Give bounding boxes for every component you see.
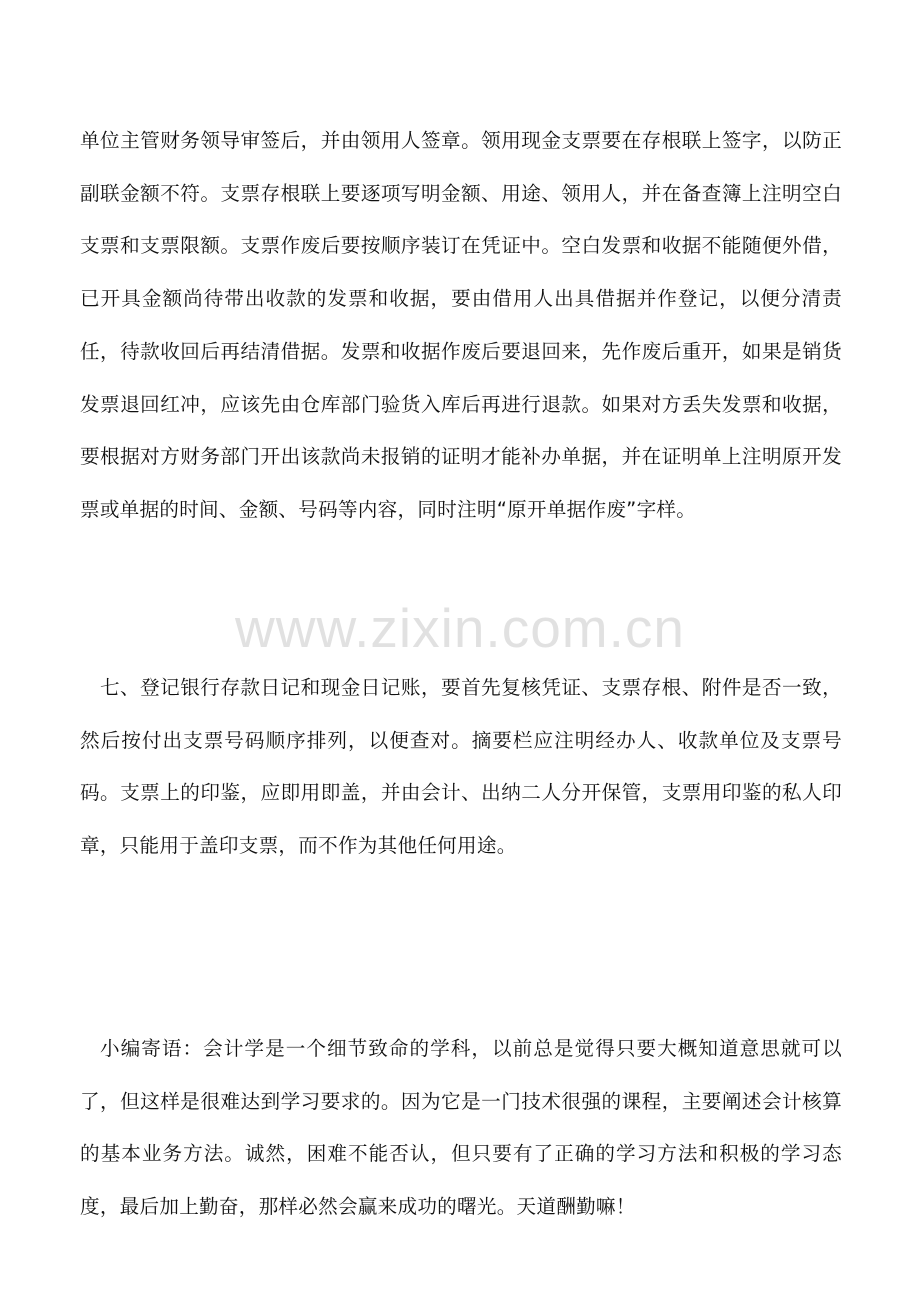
watermark: www.zixin.com.cn: [235, 597, 685, 659]
paragraph-cheque-management: 单位主管财务领导审签后，并由领用人签章。领用现金支票要在存根联上签字，以防正副联金额不符。支票存根联上要逐项写明金额、用途、领用人，并在备查簿上注明空白支票和支票限额。支票作废后要按顺序装订在凭证中。空白发票和收据不能随便外借，已开具金额尚待带出收款的发票和收据，要由借用人出具借据并作登记，以便分清责任，待款收回后再结清借据。发票和收据作废后要退回来，先作废后重开，如果是销货发票退回红冲，应该先由仓库部门验货入库后再进行退款。如果对方丢失发票和收据，要根据对方财务部门开出该款尚未报销的证明才能补办单据，并在证明单上注明原开发票或单据的时间、金额、号码等内容，同时注明“原开单据作废”字样。: [80, 129, 842, 521]
paragraph-bank-journal: 七、登记银行存款日记和现金日记账，要首先复核凭证、支票存根、附件是否一致，然后按付出支票号码顺序排列，以便查对。摘要栏应注明经办人、收款单位及支票号码。支票上的印鉴，应即用即盖，并由会计、出纳二人分开保管，支票用印鉴的私人印章，只能用于盖印支票，而不作为其他任何用途。: [80, 676, 842, 858]
paragraph-editor-note: 小编寄语：会计学是一个细节致命的学科，以前总是觉得只要大概知道意思就可以了，但这样是很难达到学习要求的。因为它是一门技术很强的课程，主要阐述会计核算的基本业务方法。诚然，困难不能否认，但只要有了正确的学习方法和积极的学习态度，最后加上勤奋，那样必然会赢来成功的曙光。天道酬勤嘛！: [80, 1037, 842, 1219]
